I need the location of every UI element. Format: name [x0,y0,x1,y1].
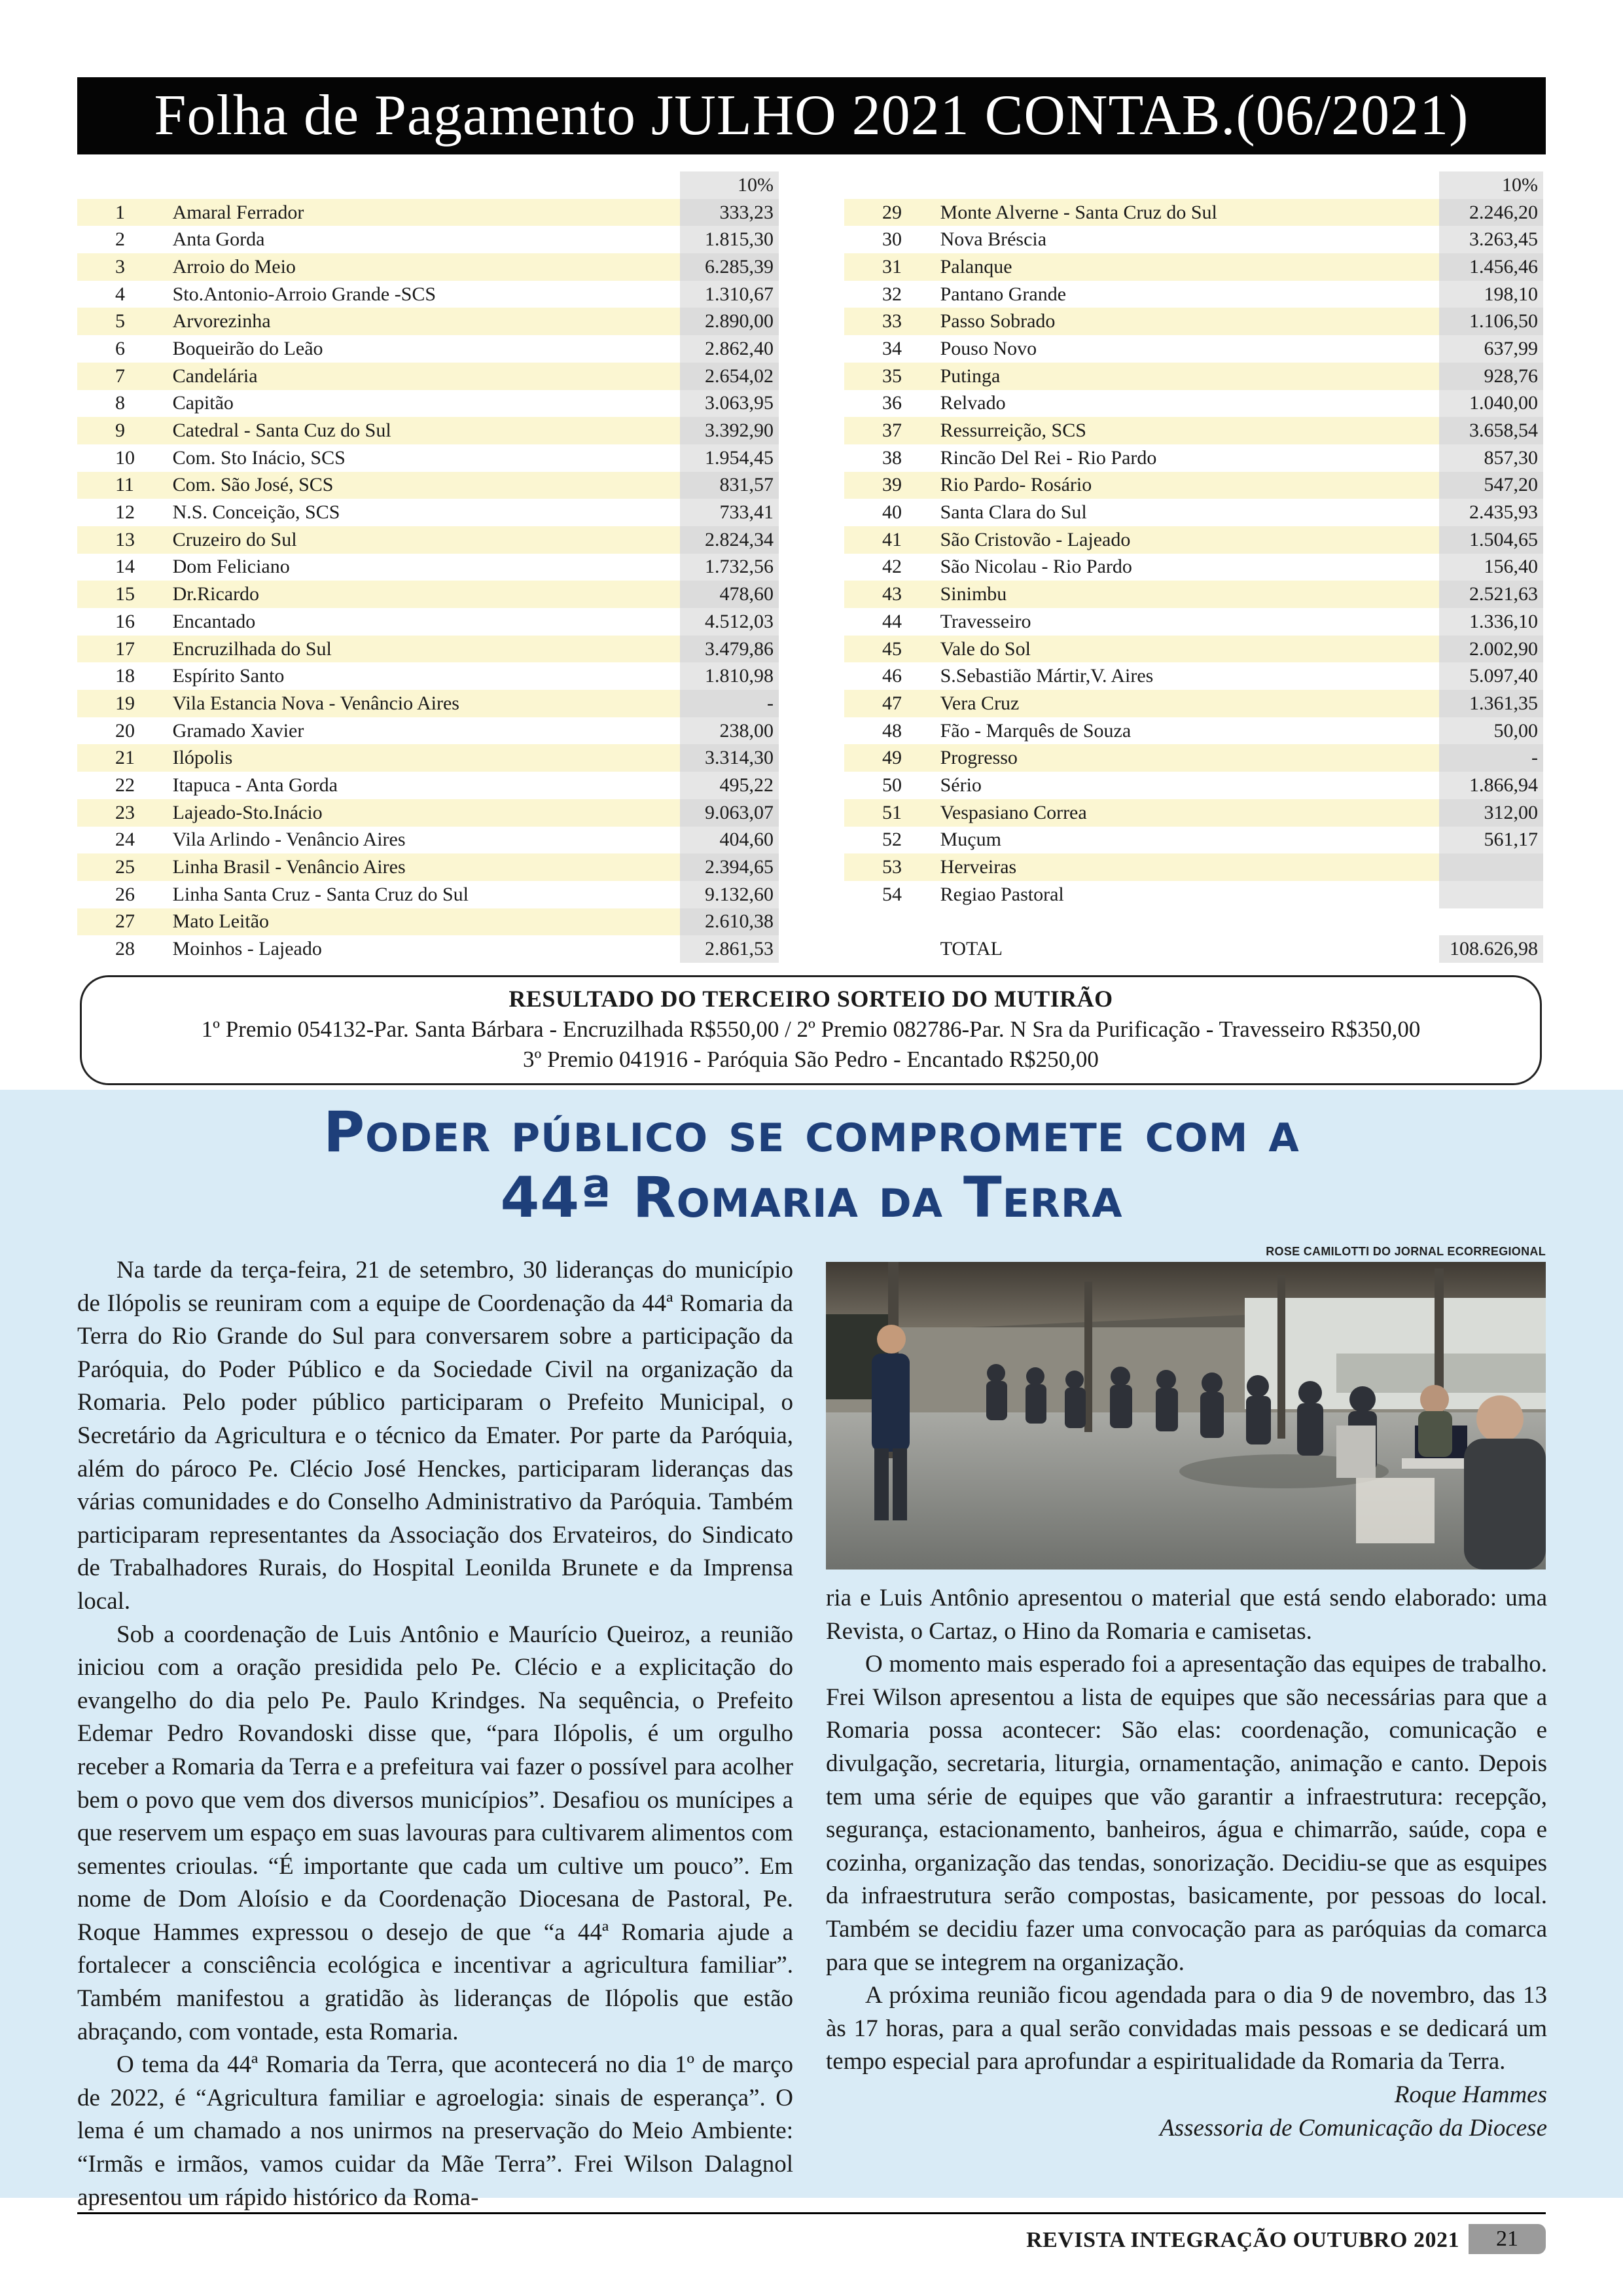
parish-name: Vale do Sol [940,636,1439,663]
parish-number: 35 [844,363,940,390]
parish-number: 49 [844,744,940,772]
table-spacer-row [844,908,1543,936]
header-cell [940,171,1439,199]
table-row [844,772,1543,799]
parish-name: Nova Bréscia [940,228,1047,251]
table-row [844,881,1543,908]
parish-number: 18 [115,665,135,687]
parish-name: Palanque [940,253,1439,281]
table-row [77,281,779,308]
parish-value: - [1439,744,1543,772]
table-row [77,472,779,499]
parish-name: Ilópolis [173,744,680,772]
table-row [77,526,779,554]
table-row [844,390,1543,418]
table-row [844,853,1543,881]
table-row [77,772,779,799]
table-row [77,253,779,281]
table-row [77,799,779,827]
percent-label: 10% [680,171,779,199]
spacer-cell [940,908,1439,936]
parish-value: 1.732,56 [680,554,779,581]
parish-number: 7 [77,363,173,390]
table-row [844,335,1543,363]
parish-value: 3.314,30 [680,744,779,772]
percent-label: 10% [1439,171,1543,199]
lottery-results-box [80,975,1542,1085]
parish-name: N.S. Conceição, SCS [172,501,340,524]
table-row [77,744,779,772]
table-row [77,390,779,418]
parish-value: 4.512,03 [680,608,779,636]
article-headline [0,1100,1623,1230]
lottery-title: RESULTADO DO TERCEIRO SORTEIO DO MUTIRÃO [508,986,1113,1012]
parish-value: 3.658,54 [1439,417,1543,444]
parish-number: 3 [77,253,173,281]
author-name: Roque Hammes [1394,2081,1547,2108]
parish-number: 1 [77,199,173,226]
parish-name: Moinhos - Lajeado [172,938,322,960]
parish-value [1439,881,1543,908]
parish-value: 1.866,94 [1439,772,1543,799]
parish-number: 51 [844,799,940,827]
table-row [77,499,779,526]
parish-number: 28 [115,938,135,960]
table-row [844,799,1543,827]
parish-value: 3.263,45 [1439,226,1543,253]
table-row [77,662,779,690]
parish-value: 2.861,53 [680,935,779,963]
page-title: Folha de Pagamento JULHO 2021 CONTAB.(06/2021) [154,84,1469,147]
table-header-row [77,171,779,199]
parish-value: 2.246,20 [1439,199,1543,226]
article-paragraph: O momento mais esperado foi a apresentação das equipes de trabalho. Frei Wilson apresentou a lista de equipes que são necessárias para que a Romaria possa acontecer: São elas: coordenação, comunicação e divulgação, secretaria, liturgia, ornamentação, animação e canto. Depois tem uma série de equipes que vão garantir a infraestrutura: recepção, segurança, estacionamento, banheiros, água e chimarrão, saúde, copa e cozinha, organização das tendas, sonorização. Decidiu-se que as esquipes da infraestrutura serão compostas, basicamente, por pessoas do local. Também se decidiu fazer uma convocação para as paróquias da comarca para que se integrem na organização. [826,1651,1547,1976]
table-row [77,717,779,745]
parish-value: 5.097,40 [1439,662,1543,690]
photo-credit: ROSE CAMILOTTI DO JORNAL ECORREGIONAL [1266,1245,1546,1258]
table-row [77,363,779,390]
parish-number: 45 [844,636,940,663]
table-row [844,363,1543,390]
parish-name: Linha Brasil - Venâncio Aires [173,853,680,881]
parish-name: Dom Feliciano [172,556,290,578]
parish-name: Cruzeiro do Sul [173,526,680,554]
parish-name: Mato Leitão [173,908,680,936]
parish-value: 831,57 [680,472,779,499]
parish-value: 478,60 [680,581,779,608]
table-row [77,199,779,226]
parish-number: 12 [115,501,135,524]
header-cell [77,171,173,199]
parish-number: 48 [882,719,902,742]
parish-name: Gramado Xavier [172,719,304,742]
parish-name: São Nicolau - Rio Pardo [940,556,1132,578]
header-cell [844,171,940,199]
parish-number: 8 [115,392,125,414]
article-column-left [77,1254,793,2214]
page-title-bar [77,77,1546,154]
parish-value: 495,22 [680,772,779,799]
table-row [77,608,779,636]
parish-name: São Cristovão - Lajeado [940,526,1439,554]
parish-name: Com. Sto Inácio, SCS [172,446,346,469]
parish-name: Rincão Del Rei - Rio Pardo [940,446,1157,469]
parish-value [1439,853,1543,881]
parish-name: Vespasiano Correa [940,799,1439,827]
parish-name: Vila Arlindo - Venâncio Aires [172,829,406,851]
parish-number: 23 [77,799,173,827]
parish-number: 32 [882,283,902,305]
parish-name: Candelária [173,363,680,390]
parish-value: 637,99 [1439,335,1543,363]
parish-number: 33 [844,308,940,335]
parish-name: Progresso [940,744,1439,772]
parish-number: 37 [844,417,940,444]
table-row [844,199,1543,226]
parish-value: 2.890,00 [680,308,779,335]
table-row [844,226,1543,253]
parish-number: 46 [882,665,902,687]
parish-value: 238,00 [680,717,779,745]
table-row [77,690,779,717]
parish-number: 17 [77,636,173,663]
author-role: Assessoria de Comunicação da Diocese [1160,2114,1547,2142]
table-row [844,581,1543,608]
parish-value: 2.394,65 [680,853,779,881]
spacer-cell [844,908,940,936]
table-row [844,554,1543,581]
parish-number: 11 [77,472,173,499]
parish-value: 1.810,98 [680,662,779,690]
parish-value: - [680,690,779,717]
table-row [844,662,1543,690]
parish-number: 22 [115,774,135,796]
parish-number: 24 [115,829,135,851]
parish-value: 2.654,02 [680,363,779,390]
parish-name: Regiao Pastoral [940,883,1064,905]
table-row [844,308,1543,335]
article-paragraph: O tema da 44ª Romaria da Terra, que acontecerá no dia 1º de março de 2022, é “Agricultura familiar e agroelogia: sinais de esperança”. O lema é um chamado a nos unirmos na preservação do Meio Ambiente: “Irmãs e irmãos, vamos cuidar da Mãe Terra”. Frei Wilson Dalagnol apresentou um rápido histórico da Roma- [77,2051,793,2211]
table-row [844,827,1543,854]
parish-value: 50,00 [1439,717,1543,745]
parish-name: Amaral Ferrador [173,199,680,226]
table-row [77,636,779,663]
parish-value: 2.002,90 [1439,636,1543,663]
parish-name: Encantado [172,610,256,632]
header-cell [173,171,680,199]
parish-number: 38 [882,446,902,469]
parish-name: Boqueirão do Leão [172,337,323,359]
parish-number: 4 [115,283,125,305]
parish-value: 1.815,30 [680,226,779,253]
parish-name: Arroio do Meio [173,253,680,281]
parish-name: Travesseiro [940,610,1031,632]
parish-value: 857,30 [1439,444,1543,472]
article-paragraph: Sob a coordenação de Luis Antônio e Maurício Queiroz, a reunião iniciou com a oração presidida pelo Pe. Clécio e a explicitação do evangelho do dia pelo Pe. Paulo Krindges. Na sequência, o Prefeito Edemar Pedro Rovandoski disse que, “para Ilópolis, é um orgulho receber a Romaria da Terra e a prefeitura vai fazer o possível para acolher bem o povo que vem dos diversos municípios”. Desafiou os munícipes a que reservem um espaço em suas lavouras para cultivarem alimentos com sementes crioulas. “É importante que cada um cultive um pouco”. Em nome de Dom Aloísio e da Coordenação Diocesana de Pastoral, Pe. Roque Hammes expressou o desejo de que “a 44ª Romaria ajude a fortalecer a consciência ecológica e incentivar a agricultura familiar”. Também manifestou a gratidão às lideranças de Ilópolis que estão abraçando, com vontade, esta Romaria. [77,1621,793,2045]
parish-number: 5 [77,308,173,335]
table-row [77,226,779,253]
parish-value: 333,23 [680,199,779,226]
parish-name: Sinimbu [940,581,1439,608]
parish-number: 27 [77,908,173,936]
parish-name: Santa Clara do Sul [940,501,1087,524]
parish-name: Capitão [172,392,234,414]
parish-value: 1.954,45 [680,444,779,472]
parish-name: Putinga [940,363,1439,390]
headline-line-1: Poder público se compromete com a [323,1100,1300,1165]
parish-name: Com. São José, SCS [173,472,680,499]
parish-name: Vera Cruz [940,690,1439,717]
article-paragraph: A próxima reunião ficou agendada para o dia 9 de novembro, das 13 às 17 horas, para a qual serão convidadas mais pessoas e se dedicará um tempo especial para aprofundar a espiritualidade da Romaria da Terra. [826,1982,1547,2075]
parish-name: Catedral - Santa Cuz do Sul [173,417,680,444]
parish-number: 20 [115,719,135,742]
parish-name: Passo Sobrado [940,308,1439,335]
table-row [77,853,779,881]
table-row [77,827,779,854]
parish-value: 928,76 [1439,363,1543,390]
parish-value: 1.361,35 [1439,690,1543,717]
parish-value: 312,00 [1439,799,1543,827]
table-row [77,908,779,936]
footer-rule [77,2212,1546,2214]
parish-value: 1.040,00 [1439,390,1543,418]
parish-number: 52 [882,829,902,851]
table-row [844,608,1543,636]
parish-name: Espírito Santo [172,665,285,687]
parish-number: 15 [77,581,173,608]
table-row [77,581,779,608]
table-row [77,335,779,363]
parish-number: 21 [77,744,173,772]
parish-value: 3.479,86 [680,636,779,663]
footer-publication: REVISTA INTEGRAÇÃO OUTUBRO 2021 [1026,2228,1459,2252]
table-row [844,444,1543,472]
parish-name: S.Sebastião Mártir,V. Aires [940,665,1154,687]
parish-value: 561,17 [1439,827,1543,854]
parish-name: Vila Estancia Nova - Venâncio Aires [173,690,680,717]
parish-number: 36 [882,392,902,414]
parish-name: Dr.Ricardo [173,581,680,608]
parish-number: 34 [882,337,902,359]
parish-number: 26 [115,883,135,905]
parish-number: 25 [77,853,173,881]
payroll-table-left [77,171,779,963]
parish-number: 16 [115,610,135,632]
parish-number: 9 [77,417,173,444]
article-paragraph: ria e Luis Antônio apresentou o material que está sendo elaborado: uma Revista, o Cartaz, o Hino da Romaria e camisetas. [826,1585,1547,1645]
parish-number: 53 [844,853,940,881]
spacer-cell [1439,908,1543,936]
table-row [844,499,1543,526]
parish-number: 54 [882,883,902,905]
parish-number: 30 [882,228,902,251]
parish-name: Sto.Antonio-Arroio Grande -SCS [172,283,437,305]
table-row [77,308,779,335]
total-label: TOTAL [940,938,1003,960]
parish-number: 19 [77,690,173,717]
table-row [77,444,779,472]
parish-name: Sério [940,774,982,796]
table-row [77,881,779,908]
parish-name: Pantano Grande [940,283,1067,305]
parish-number: 44 [882,610,902,632]
parish-number: 40 [882,501,902,524]
parish-value: 3.392,90 [680,417,779,444]
parish-number: 6 [115,337,125,359]
table-row [844,744,1543,772]
table-row [844,253,1543,281]
parish-value: 1.504,65 [1439,526,1543,554]
parish-number: 50 [882,774,902,796]
parish-value: 1.310,67 [680,281,779,308]
table-row [844,717,1543,745]
total-blank [844,935,940,963]
parish-name: Rio Pardo- Rosário [940,472,1439,499]
parish-number: 39 [844,472,940,499]
table-header-row [844,171,1543,199]
table-row [844,281,1543,308]
parish-name: Encruzilhada do Sul [173,636,680,663]
parish-name: Ressurreição, SCS [940,417,1439,444]
parish-number: 31 [844,253,940,281]
parish-value: 2.862,40 [680,335,779,363]
parish-name: Monte Alverne - Santa Cruz do Sul [940,199,1439,226]
page-number: 21 [1469,2224,1546,2254]
parish-value: 9.132,60 [680,881,779,908]
parish-name: Herveiras [940,853,1439,881]
parish-value: 9.063,07 [680,799,779,827]
parish-name: Lajeado-Sto.Inácio [173,799,680,827]
lottery-line-2: 3º Premio 041916 - Paróquia São Pedro - Encantado R$250,00 [523,1047,1099,1072]
parish-name: Itapuca - Anta Gorda [172,774,338,796]
parish-value: 2.824,34 [680,526,779,554]
parish-value: 156,40 [1439,554,1543,581]
parish-value: 198,10 [1439,281,1543,308]
parish-number: 29 [844,199,940,226]
parish-name: Fão - Marquês de Souza [940,719,1132,742]
lottery-line-1: 1º Premio 054132-Par. Santa Bárbara - Encruzilhada R$550,00 / 2º Premio 082786-Par. N Sra da Purificação - Travesseiro R$350,00 [201,1016,1421,1042]
parish-name: Muçum [940,829,1001,851]
table-row [844,690,1543,717]
payroll-table-right [844,171,1543,963]
parish-value: 404,60 [680,827,779,854]
table-row [844,636,1543,663]
parish-name: Arvorezinha [173,308,680,335]
parish-value: 2.610,38 [680,908,779,936]
table-row [844,472,1543,499]
headline-line-2: 44ª Romaria da Terra [500,1165,1123,1230]
parish-value: 547,20 [1439,472,1543,499]
table-row [77,554,779,581]
parish-value: 733,41 [680,499,779,526]
table-row [844,526,1543,554]
parish-value: 3.063,95 [680,390,779,418]
parish-value: 1.336,10 [1439,608,1543,636]
parish-name: Linha Santa Cruz - Santa Cruz do Sul [172,883,469,905]
parish-value: 2.521,63 [1439,581,1543,608]
parish-value: 6.285,39 [680,253,779,281]
parish-number: 41 [844,526,940,554]
parish-name: Relvado [940,392,1006,414]
parish-number: 13 [77,526,173,554]
parish-name: Anta Gorda [172,228,265,251]
meeting-photo [826,1262,1546,1570]
parish-number: 10 [115,446,135,469]
table-row [844,417,1543,444]
parish-name: Pouso Novo [940,337,1037,359]
parish-value: 2.435,93 [1439,499,1543,526]
parish-number: 43 [844,581,940,608]
article-column-right [826,1582,1547,2145]
parish-number: 42 [882,556,902,578]
parish-number: 47 [844,690,940,717]
parish-value: 1.106,50 [1439,308,1543,335]
table-row [77,935,779,963]
table-row [77,417,779,444]
total-value: 108.626,98 [1439,935,1543,963]
parish-number: 14 [115,556,135,578]
parish-number: 2 [115,228,125,251]
total-row [844,935,1543,963]
article-paragraph: Na tarde da terça-feira, 21 de setembro, 30 lideranças do município de Ilópolis se reuniram com a equipe de Coordenação da 44ª Romaria da Terra do Rio Grande do Sul para conversarem sobre a participação da Paróquia, do Poder Público e da Sociedade Civil na organização da Romaria. Pelo poder público participaram o Prefeito Municipal, o Secretário da Agricultura e o técnico da Emater. Por parte da Paróquia, além do pároco Pe. Clécio José Henckes, participaram lideranças das várias comunidades e do Conselho Administrativo da Paróquia. Também participaram representantes da Associação dos Ervateiros, do Sindicato de Trabalhadores Rurais, do Hospital Leonilda Brunete e da Imprensa local. [77,1257,793,1615]
parish-value: 1.456,46 [1439,253,1543,281]
